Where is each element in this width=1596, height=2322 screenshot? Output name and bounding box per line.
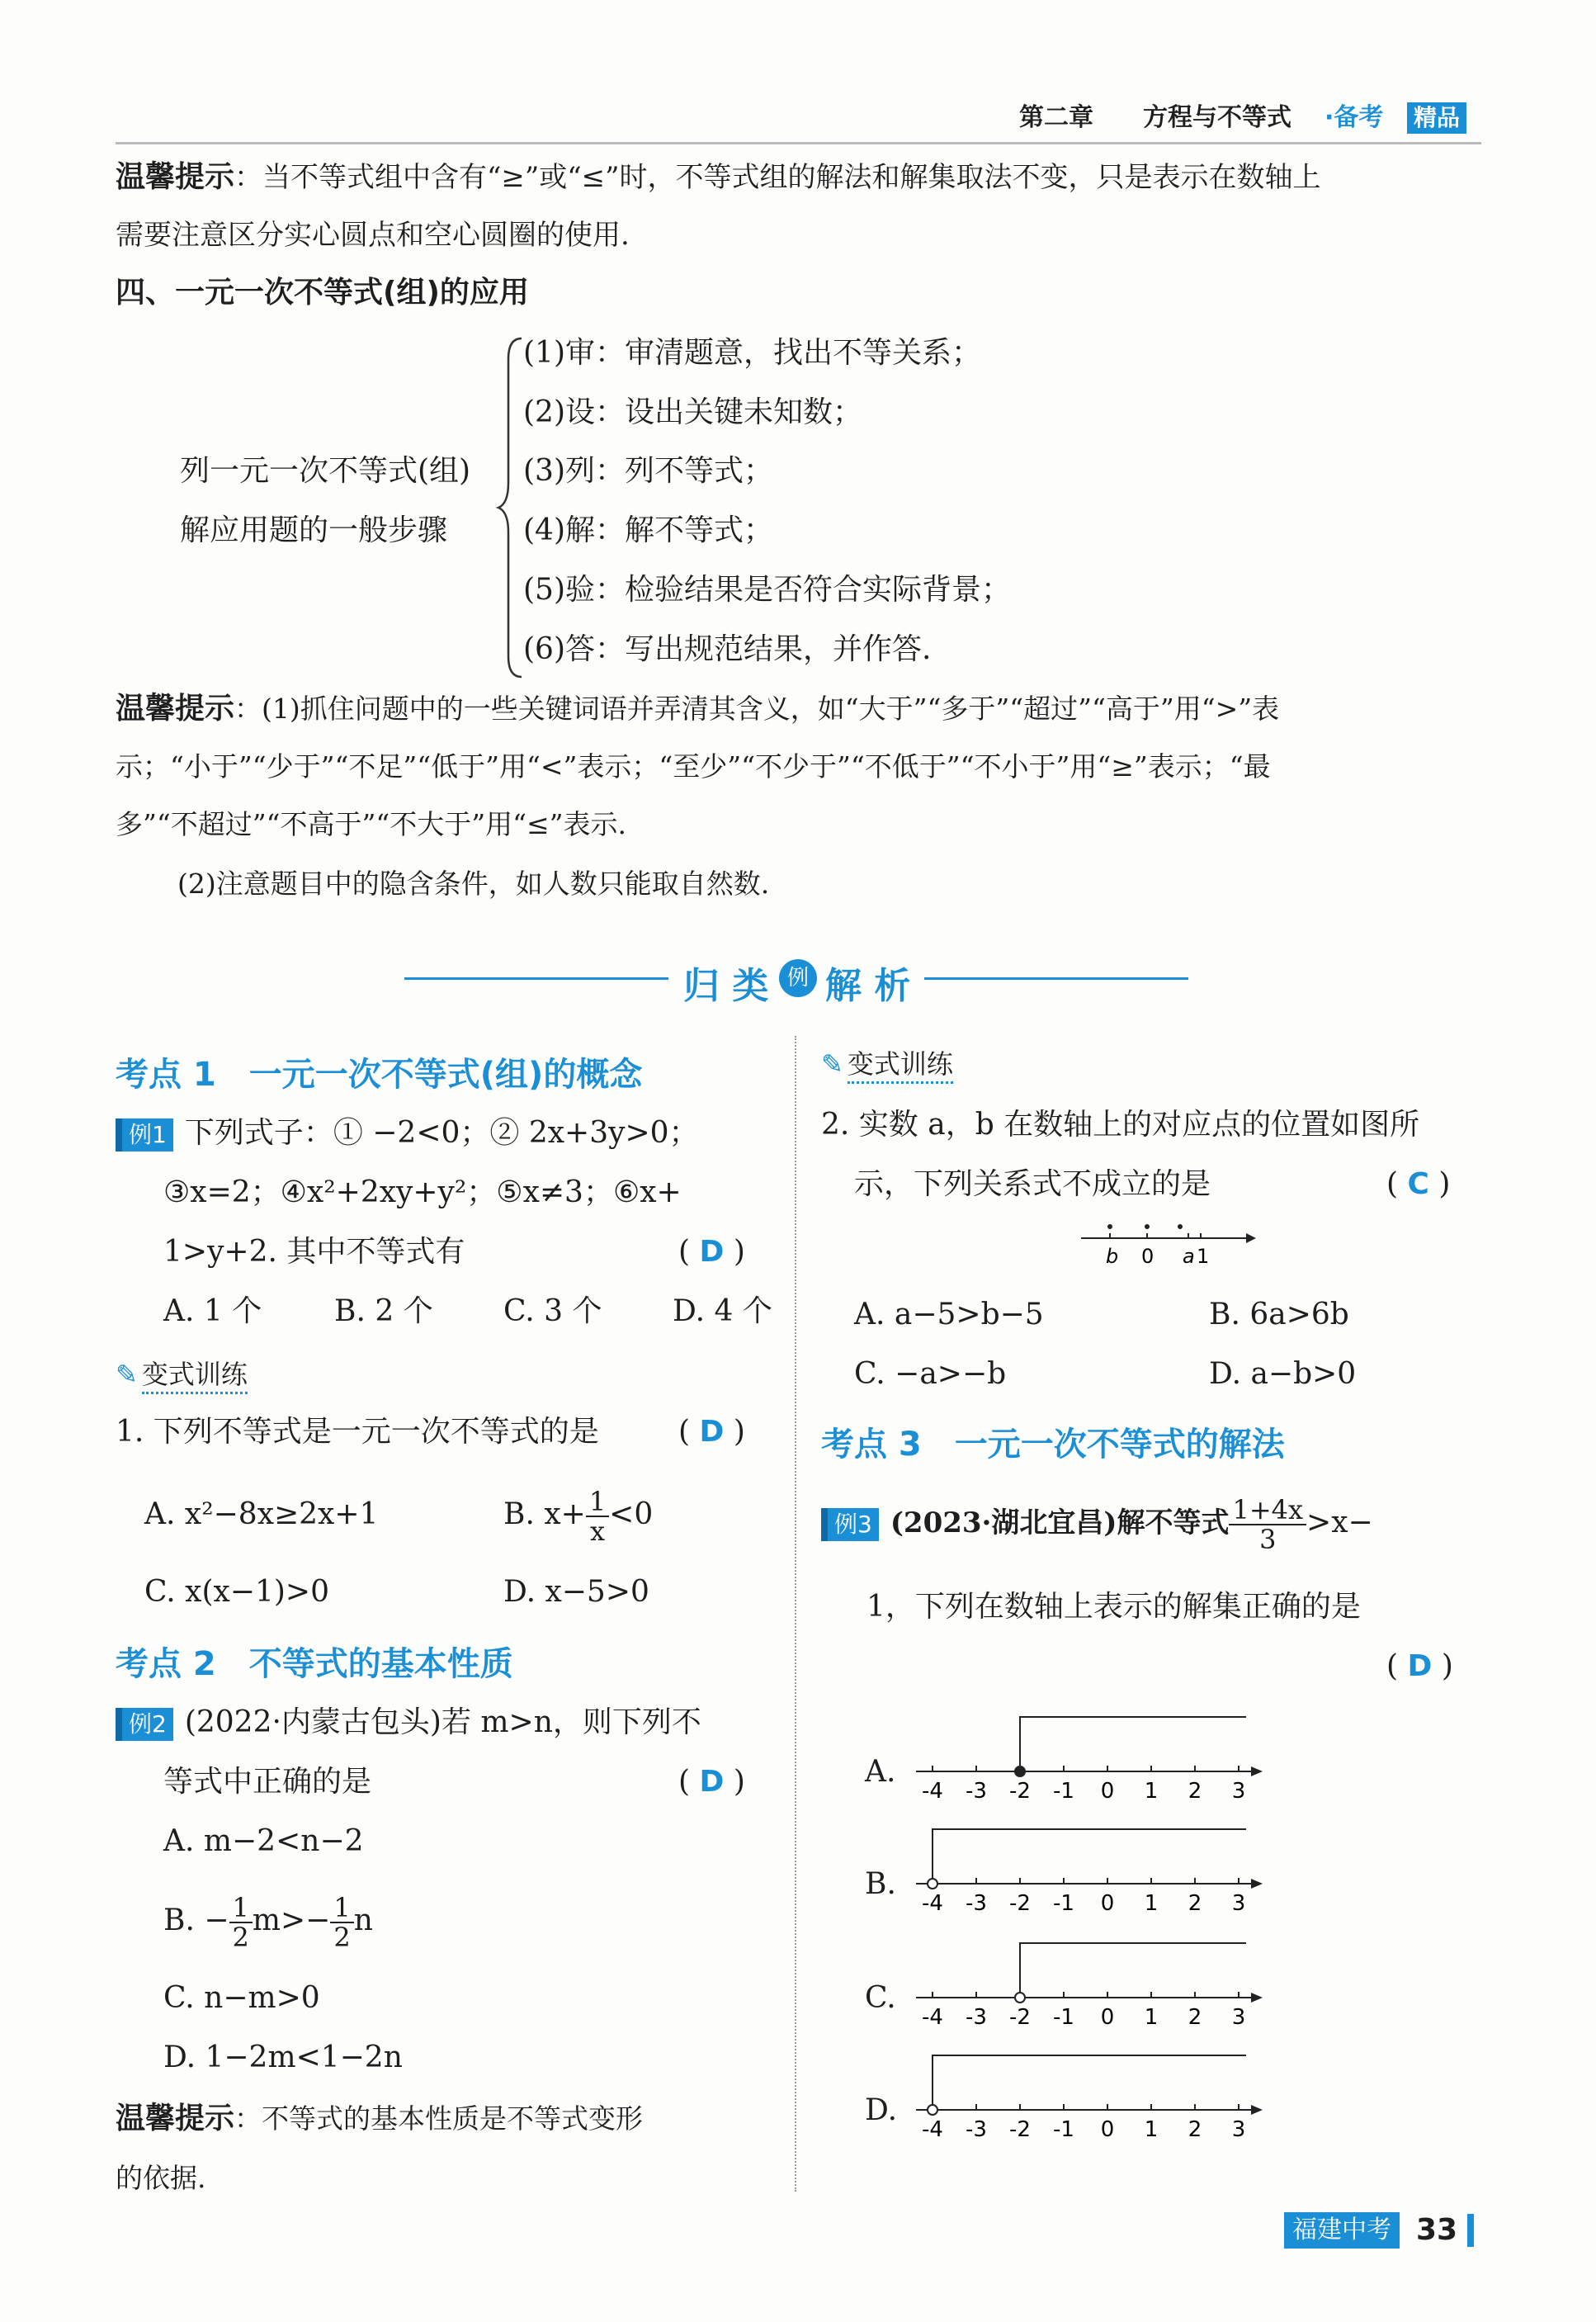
- page-number: 33: [1416, 2213, 1458, 2247]
- step-6: (6)答：写出规范结果，并作答.: [523, 632, 932, 666]
- banner-line-right: [924, 977, 1188, 980]
- tick-label: -3: [966, 1779, 987, 1804]
- ex3-option-letter: D.: [865, 2093, 898, 2127]
- solution-ray: [1020, 1943, 1246, 1998]
- tick-label: 1: [1144, 2005, 1159, 2030]
- header-rule: [116, 142, 1481, 144]
- banner-left: 归 类: [683, 965, 769, 1007]
- solution-ray: [1020, 1717, 1246, 1771]
- tick-label: 2: [1188, 2117, 1202, 2142]
- axis-arrow: [1251, 1879, 1263, 1889]
- tip1-line1: 温馨提示：当不等式组中含有“≥”或“≤”时，不等式组的解法和解集取法不变，只是表示在数轴上: [116, 160, 1321, 194]
- q2-opt-d: D. a−b>0: [1209, 1357, 1357, 1391]
- q2-label-0: 0: [1141, 1245, 1155, 1268]
- kp1-train-label: 变式训练: [142, 1359, 248, 1394]
- ex2-tag: 例2: [116, 1708, 173, 1741]
- tick-label: -2: [1009, 2117, 1031, 2142]
- solution-ray: [933, 1829, 1246, 1884]
- ex1-opt-a: A. 1 个: [163, 1294, 262, 1328]
- banner-right: 解 析: [825, 965, 911, 1007]
- axis-arrow: [1251, 2105, 1263, 2115]
- tip2-line3: 多”“不超过”“不高于”“不大于”用“≤”表示.: [116, 808, 626, 840]
- brace: [495, 334, 528, 681]
- q2-label-b: b: [1106, 1245, 1119, 1268]
- right-train: [821, 1043, 953, 1081]
- tip2-label: 温馨提示: [116, 692, 235, 726]
- tick-label: -4: [922, 1779, 943, 1804]
- section4-title: 四、一元一次不等式(组)的应用: [116, 276, 529, 310]
- ex2-opt-d: D. 1−2m<1−2n: [163, 2041, 403, 2074]
- ex2-line1: 例2 (2022·内蒙古包头)若 m>n，则下列不: [116, 1704, 701, 1742]
- ex1-line1: 例1 下列式子：① −2<0；② 2x+3y>0；: [116, 1114, 699, 1152]
- tip1-label: 温馨提示: [116, 160, 235, 194]
- q2-dot-a: [1178, 1224, 1183, 1229]
- ex3-line1: 例3 (2023·湖北宜昌)解不等式 $\frac{1+4x}{3}$ >x−: [821, 1486, 1373, 1560]
- tip1-line2: 需要注意区分实心圆点和空心圆圈的使用.: [116, 219, 630, 252]
- ex3-line2: 1，下列在数轴上表示的解集正确的是: [866, 1590, 1361, 1624]
- tip2-line1: 温馨提示：(1)抓住问题中的一些关键词语并弄清其含义，如“大于”“多于”“超过”“高于”用“>”表: [116, 692, 1280, 726]
- tick-label: 3: [1231, 1779, 1246, 1804]
- tick-label: -2: [1009, 1891, 1031, 1916]
- ex1-line2: ③x=2；④x²+2xy+y²；⑤x≠3；⑥x+: [163, 1175, 682, 1209]
- q1-opt-d: D. x−5>0: [503, 1575, 649, 1609]
- banner: [404, 949, 1188, 1007]
- q2-axis-arrow: [1246, 1233, 1256, 1243]
- tick-label: -3: [966, 2005, 987, 2030]
- tick-label: -4: [922, 1891, 943, 1916]
- tick-label: 2: [1188, 2005, 1202, 2030]
- ex3-number-line-a: [916, 1700, 1271, 1808]
- open-point: [1015, 1993, 1025, 2003]
- ex3-fraction: $\frac{1+4x}{3}$: [1229, 1496, 1306, 1554]
- tick-label: 2: [1188, 1779, 1202, 1804]
- ex2-opt-b: B. − $\frac{1}{2}$ m>− $\frac{1}{2}$ n: [163, 1892, 373, 1953]
- step-2: (2)设：设出关键未知数；: [523, 395, 862, 429]
- section4-left2: 解应用题的一般步骤: [180, 513, 448, 547]
- tick-label: 2: [1188, 1891, 1202, 1916]
- ex1-opt-c: C. 3 个: [503, 1294, 602, 1328]
- q1-opt-a: A. x²−8x≥2x+1: [144, 1497, 379, 1531]
- ex1-opt-d: D. 4 个: [673, 1294, 772, 1328]
- ex3-option-letter: C.: [865, 1981, 896, 2015]
- footer-label: 福建中考: [1284, 2212, 1400, 2249]
- ex2-opt-c: C. n−m>0: [163, 1981, 320, 2015]
- kp3-title: 考点 3 一元一次不等式的解法: [821, 1426, 1285, 1464]
- tip2-line2: 示；“小于”“少于”“不足”“低于”用“<”表示；“至少”“不少于”“不低于”“不小于”用“≥”表示；“最: [116, 750, 1271, 783]
- step-4: (4)解：解不等式；: [523, 513, 773, 547]
- q2-label-a: a: [1183, 1245, 1195, 1268]
- ex2-answer: D: [699, 1765, 725, 1799]
- tick-label: 0: [1100, 1891, 1115, 1916]
- kp1-train: [116, 1354, 248, 1392]
- ex3-number-line-d: [916, 2039, 1271, 2146]
- ex2-line2: 等式中正确的是: [163, 1765, 372, 1799]
- tick-label: -1: [1053, 1891, 1074, 1916]
- tick-label: 0: [1100, 2117, 1115, 2142]
- tick-label: 1: [1144, 2117, 1159, 2142]
- q2-answer: C: [1407, 1167, 1429, 1201]
- right-train-label: 变式训练: [848, 1048, 953, 1084]
- tick-label: 1: [1144, 1779, 1159, 1804]
- ex3-option-letter: B.: [865, 1867, 896, 1901]
- open-point: [928, 1879, 937, 1889]
- tick-label: -2: [1009, 2005, 1031, 2030]
- ex3-number-line-b: [916, 1813, 1271, 1920]
- q2-opt-a: A. a−5>b−5: [854, 1298, 1044, 1331]
- tick-label: 0: [1100, 1779, 1115, 1804]
- tick-label: -3: [966, 2117, 987, 2142]
- ex3-tag: 例3: [821, 1508, 879, 1541]
- step-1: (1)审：审清题意，找出不等关系；: [523, 336, 981, 370]
- kp1-title: 考点 1 一元一次不等式(组)的概念: [116, 1056, 643, 1094]
- column-divider: [795, 1036, 796, 2192]
- tick-label: 1: [1144, 1891, 1159, 1916]
- q1-line: 1. 下列不等式是一元一次不等式的是: [116, 1415, 599, 1449]
- brand-badge: 精品: [1407, 102, 1466, 134]
- q2-answer-box: ( C ): [1386, 1167, 1451, 1201]
- ex1-line3: 1>y+2. 其中不等式有: [163, 1235, 465, 1269]
- tick-label: 3: [1231, 2117, 1246, 2142]
- axis-arrow: [1251, 1993, 1263, 2003]
- header: [1019, 99, 1481, 140]
- ex2-answer-box: ( D ): [678, 1765, 745, 1799]
- q1-answer: D: [699, 1415, 725, 1449]
- tick-label: -1: [1053, 1779, 1074, 1804]
- footer-bar: [1467, 2214, 1474, 2247]
- q2-opt-b: B. 6a>6b: [1209, 1298, 1349, 1331]
- q2-line2: 示，下列关系式不成立的是: [854, 1167, 1211, 1201]
- q2-dot-0: [1145, 1224, 1150, 1229]
- ex2-b-frac-2: $\frac{1}{2}$: [330, 1894, 353, 1951]
- kp2-tip-line1: 温馨提示：不等式的基本性质是不等式变形: [116, 2102, 644, 2135]
- q2-line1: 2. 实数 a，b 在数轴上的对应点的位置如图所: [821, 1108, 1420, 1142]
- step-3: (3)列：列不等式；: [523, 454, 773, 488]
- ex1-tag: 例1: [116, 1118, 173, 1152]
- kp2-title: 考点 2 不等式的基本性质: [116, 1645, 513, 1683]
- q2-dot-b: [1107, 1224, 1112, 1229]
- kp2-tip-line2: 的依据.: [116, 2162, 206, 2194]
- brand-text: ·备考: [1324, 103, 1384, 132]
- q2-opt-c: C. −a>−b: [854, 1357, 1007, 1391]
- q1-opt-b: B. x+ $\frac{1}{x}$ <0: [503, 1486, 654, 1547]
- ex3-number-line-c: [916, 1927, 1271, 2034]
- tip2-line4: (2)注意题目中的隐含条件，如人数只能取自然数.: [177, 868, 770, 900]
- edit-icon-2: ✎: [821, 1048, 843, 1080]
- ex3-answer: D: [1407, 1649, 1433, 1683]
- ex3-answer-box: ( D ): [1386, 1649, 1453, 1683]
- ex1-opt-b: B. 2 个: [334, 1294, 433, 1328]
- tick-label: -1: [1053, 2117, 1074, 2142]
- step-5: (5)验：检验结果是否符合实际背景；: [523, 573, 1011, 607]
- chapter-label: 第二章: [1019, 103, 1093, 132]
- ex3-option-letter: A.: [865, 1755, 896, 1789]
- open-point: [928, 2105, 937, 2115]
- ex2-b-frac-1: $\frac{1}{2}$: [229, 1894, 253, 1951]
- tick-label: 0: [1100, 2005, 1115, 2030]
- closed-point: [1015, 1766, 1025, 1776]
- banner-line-left: [404, 977, 668, 980]
- solution-ray: [933, 2055, 1246, 2110]
- ex2-opt-a: A. m−2<n−2: [163, 1824, 364, 1858]
- axis-arrow: [1251, 1766, 1263, 1776]
- tick-label: -2: [1009, 1779, 1031, 1804]
- ex1-answer: D: [699, 1235, 725, 1269]
- kp2-tip-label: 温馨提示: [116, 2102, 235, 2135]
- tick-label: -3: [966, 1891, 987, 1916]
- q1-opt-c: C. x(x−1)>0: [144, 1575, 329, 1609]
- edit-icon: ✎: [116, 1359, 138, 1390]
- tick-label: -4: [922, 2117, 943, 2142]
- q2-number-line: [1073, 1204, 1263, 1270]
- chapter-title: 方程与不等式: [1143, 103, 1291, 132]
- tick-label: 3: [1231, 1891, 1246, 1916]
- tick-label: 3: [1231, 2005, 1246, 2030]
- q1-answer-box: ( D ): [678, 1415, 745, 1449]
- brace-path: [498, 338, 522, 677]
- section4-left1: 列一元一次不等式(组): [180, 454, 471, 488]
- banner-mid: 例: [779, 959, 817, 997]
- ex1-answer-box: ( D ): [678, 1235, 745, 1269]
- q1-b-fraction: $\frac{1}{x}$: [586, 1487, 609, 1545]
- q2-label-1: 1: [1197, 1245, 1210, 1268]
- tick-label: -1: [1053, 2005, 1074, 2030]
- tick-label: -4: [922, 2005, 943, 2030]
